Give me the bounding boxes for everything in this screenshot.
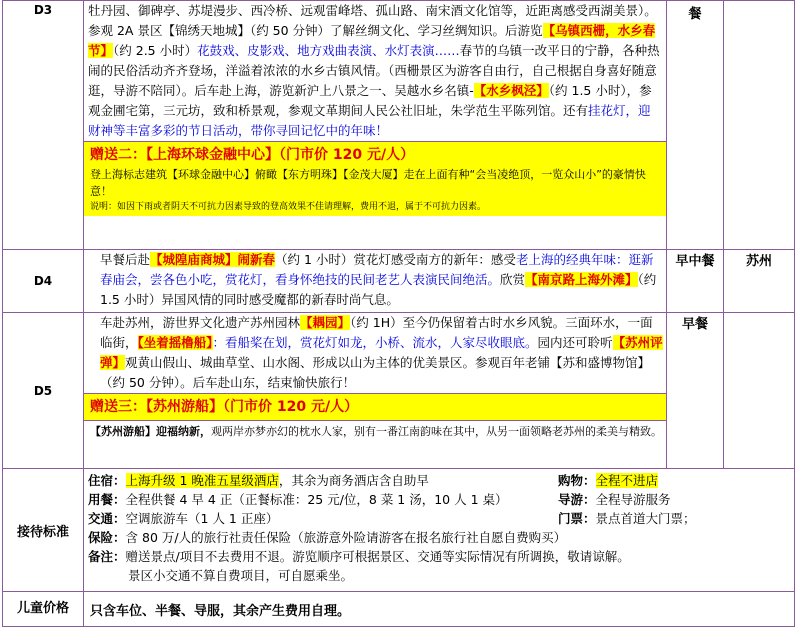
insurance-label: 保险： xyxy=(88,530,126,545)
shop-label: 购物： xyxy=(558,473,596,488)
guide-value: 全程导游服务 xyxy=(595,492,671,507)
desc-segment: 欣赏 xyxy=(500,272,526,287)
gift-text: 登上海标志建筑【环球金融中心】俯瞰【东方明珠】【金茂大厦】走在上面有种“会当凌绝顶，一览众山小”的豪情快意！ xyxy=(90,168,646,198)
gift-title: 赠送三：【苏州游船】（门市价 120 元/人） xyxy=(90,399,359,415)
desc-segment: 早餐后赴 xyxy=(100,252,151,267)
service-row xyxy=(3,469,795,592)
hotel-cell: 苏州 xyxy=(724,250,795,313)
stay-rest: ，其余为商务酒店含自助早 xyxy=(278,473,429,488)
desc-segment: （约 1 小时）赏花灯感受南方的新年：感受 xyxy=(275,252,516,267)
desc-segment: （约 1H）至今仍保留着古时水乡风貌。三面环水，一面临街， xyxy=(100,315,653,350)
day-row-d3 xyxy=(3,1,795,250)
day-description xyxy=(84,250,666,310)
note-value-2: 景区小交通不算自费项目，可自愿乘坐。 xyxy=(128,568,354,583)
desc-segment: 【南京路上海外滩】 xyxy=(525,272,638,287)
desc-segment: 挂花灯，迎财神等丰富多彩的节日活动，带你寻回记忆中的年味！ xyxy=(88,103,651,138)
desc-segment: 【城隍庙商城】闹新春 xyxy=(150,252,276,267)
meal-value: 全程供餐 4 早 4 正（正餐标准：25 元/位，8 菜 1 汤，10 人 1 桌） xyxy=(125,492,508,507)
meal-cell: 早中餐 xyxy=(667,250,724,313)
gift-text: 观两岸亦梦亦幻的枕水人家，别有一番江南韵味在其中，从另一面领略老苏州的柔美与精致。 xyxy=(211,425,662,438)
meal-label: 用餐： xyxy=(88,492,126,507)
gift-title: 赠送二：【上海环球金融中心】（门市价 120 元/人） xyxy=(90,147,415,163)
desc-segment: 春节的乌镇一改平日的宁静，各种热闹的民俗活动齐齐登场，洋溢着浓浓的水乡古镇风情。（西栅景区为游客自由行，自己根据自身喜好随意逛，导游不陪同）。后车赴上海，游览新沪上八景之一、吴越水乡名镇- xyxy=(88,43,660,98)
day-description xyxy=(84,1,666,141)
ticket-value: 景点首道大门票； xyxy=(595,511,696,526)
desc-segment: 【坐着摇橹船】 xyxy=(137,335,213,350)
desc-segment: 【水乡枫泾】 xyxy=(473,83,549,98)
desc-segment: 【乌镇西栅，水乡春节】 xyxy=(88,23,656,58)
day-label: D3 xyxy=(3,1,84,250)
stay-label: 住宿： xyxy=(88,473,126,488)
stay-highlight: 上海升级 1 晚准五星级酒店 xyxy=(125,473,279,488)
transport-label: 交通： xyxy=(88,511,126,526)
gift-box xyxy=(84,393,666,420)
note-value: 赠送景点/项目不去费用不退。游览顺序可根据景区、交通等实际情况有所调换，敬请谅解。 xyxy=(125,549,630,564)
desc-segment: 花鼓戏、皮影戏、地方戏曲表演、水灯表演…… xyxy=(197,43,460,58)
gift-text-head: 【苏州游船】迎福纳新， xyxy=(90,425,211,438)
child-price-label: 儿童价格 xyxy=(3,592,84,627)
desc-segment: 【苏州评弹】 xyxy=(100,335,663,370)
transport-value: 空调旅游车（1 人 1 正座） xyxy=(125,511,279,526)
desc-segment: ：看船桨在划，赏花灯如龙，小桥、流水，人家尽收眼底。 xyxy=(212,335,538,350)
child-price-row xyxy=(3,592,795,627)
desc-segment: （约 1.5 小时），参观金圃宅第，三元坊，致和桥景观，参观文革期间人民公社旧址，朱学范生平陈列馆。还有 xyxy=(88,83,652,118)
shop-value: 全程不进店 xyxy=(595,473,659,488)
ticket-label: 门票： xyxy=(558,511,596,526)
desc-segment: 观黄山假山、城曲草堂、山水阁、形成以山为主体的优美景区。参观百年老铺【苏和盛博物馆】（约 50 分钟）。后车赴山东，结束愉快旅行！ xyxy=(100,355,651,390)
desc-segment: 【耦园】 xyxy=(300,315,351,330)
day-row-d4 xyxy=(3,250,795,313)
desc-segment: （约 1.5 小时）异国风情的同时感受魔都的新春时尚气息。 xyxy=(100,272,657,307)
insurance-value: 含 80 万/人的旅行社责任保险（旅游意外险请游客在报名旅行社自愿自费购买） xyxy=(125,530,567,545)
day-label: D5 xyxy=(3,313,84,469)
child-price-value: 只含车位、半餐、导服，其余产生费用自理。 xyxy=(90,603,351,619)
meal-cell: 早餐 xyxy=(667,313,724,469)
gift-note: 说明：如因下雨或者阴天不可抗力因素导致的登高效果不佳请理解，费用不退，属于不可抗力因素。 xyxy=(90,202,487,212)
meal-cell: 餐 xyxy=(667,1,724,250)
guide-label: 导游： xyxy=(558,492,596,507)
gift-box xyxy=(84,141,666,216)
day-row-d5 xyxy=(3,313,795,469)
desc-segment: 车赴苏州，游世界文化遗产苏州园林 xyxy=(100,315,301,330)
service-label: 接待标准 xyxy=(3,469,84,592)
gift-text-row xyxy=(84,420,666,443)
desc-segment: （约 2.5 小时） xyxy=(113,43,198,58)
note-label: 备注： xyxy=(88,549,126,564)
day-label: D4 xyxy=(3,250,84,313)
day-description xyxy=(84,313,666,393)
service-details xyxy=(84,469,794,587)
hotel-cell xyxy=(724,1,795,250)
itinerary-table xyxy=(2,0,795,627)
hotel-cell xyxy=(724,313,795,469)
desc-segment: 老上海的经典年味：逛新春庙会，尝各色小吃，赏花灯，看身怀绝技的民间老艺人表演民间绝活。 xyxy=(100,252,654,287)
desc-segment: 园内还可聆听 xyxy=(537,335,613,350)
desc-segment: 牡丹园、御碑亭、苏堤漫步、西冷桥、远观雷峰塔、孤山路、南宋酒文化馆等，近距离感受西湖美景）。参观 2A 景区【锦绣天地城】（约 50 分钟）了解丝绸文化、学习丝绸知识。后游览 xyxy=(88,3,657,38)
